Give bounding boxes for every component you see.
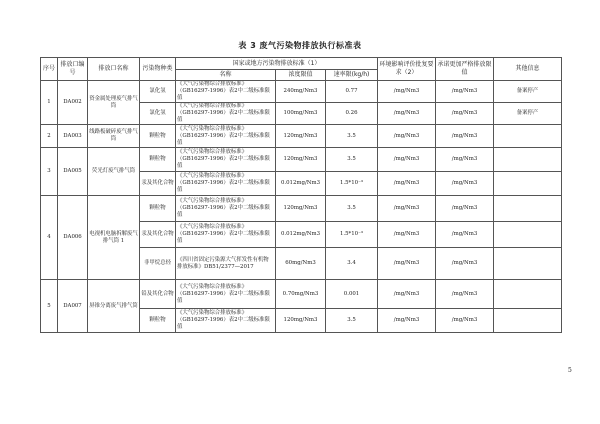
cell-concentration: 120mg/Nm3 bbox=[276, 309, 326, 333]
cell-eia: /mg/Nm3 bbox=[378, 125, 436, 148]
header-outlet-name: 排放口名称 bbox=[88, 58, 140, 81]
cell-eia: /mg/Nm3 bbox=[378, 196, 436, 222]
cell-other bbox=[494, 172, 562, 196]
cell-other bbox=[494, 196, 562, 222]
table-row bbox=[41, 125, 562, 148]
cell-concentration: 120mg/Nm3 bbox=[276, 196, 326, 222]
cell-rate: 3.5 bbox=[326, 125, 378, 148]
page-number: 5 bbox=[568, 367, 572, 374]
cell-concentration: 0.012mg/Nm3 bbox=[276, 222, 326, 248]
cell-outlet-no: DA005 bbox=[58, 148, 88, 196]
cell-other: 备案停产 bbox=[494, 81, 562, 103]
cell-seq: 4 bbox=[41, 196, 58, 280]
cell-standard: 《大气污染物综合排放标准》（GB16297-1996）表2中二级标准限值 bbox=[176, 125, 276, 148]
cell-concentration: 100mg/Nm3 bbox=[276, 103, 326, 125]
cell-outlet-no: DA007 bbox=[58, 280, 88, 333]
cell-rate: 0.001 bbox=[326, 280, 378, 309]
cell-rate: 1.5*10⁻³ bbox=[326, 222, 378, 248]
cell-eia: /mg/Nm3 bbox=[378, 309, 436, 333]
cell-strict: /mg/Nm3 bbox=[436, 222, 494, 248]
header-standard-name: 名称 bbox=[176, 70, 276, 81]
cell-strict: /mg/Nm3 bbox=[436, 172, 494, 196]
cell-seq: 2 bbox=[41, 125, 58, 148]
cell-strict: /mg/Nm3 bbox=[436, 248, 494, 280]
cell-pollutant: 汞及其化合物 bbox=[140, 172, 176, 196]
cell-eia: /mg/Nm3 bbox=[378, 81, 436, 103]
emission-standard-table bbox=[40, 57, 562, 333]
cell-strict: /mg/Nm3 bbox=[436, 280, 494, 309]
header-national-standard: 国家或地方污染物排放标准（1） bbox=[176, 58, 378, 70]
cell-other bbox=[494, 280, 562, 309]
cell-strict: /mg/Nm3 bbox=[436, 125, 494, 148]
cell-pollutant: 颗粒物 bbox=[140, 125, 176, 148]
cell-seq: 3 bbox=[41, 148, 58, 196]
cell-pollutant: 铅及其化合物 bbox=[140, 280, 176, 309]
cell-strict: /mg/Nm3 bbox=[436, 196, 494, 222]
header-concentration: 浓度限值 bbox=[276, 70, 326, 81]
cell-outlet-name: 资金属处理废气排气筒 bbox=[88, 81, 140, 125]
table-row bbox=[41, 81, 562, 103]
cell-standard: 《大气污染物综合排放标准》（GB16297-1996）表2中二级标准限值 bbox=[176, 309, 276, 333]
cell-rate: 3.5 bbox=[326, 196, 378, 222]
table-row bbox=[41, 196, 562, 222]
cell-eia: /mg/Nm3 bbox=[378, 222, 436, 248]
cell-pollutant: 非甲烷总烃 bbox=[140, 248, 176, 280]
table-title: 表 3 废气污染物排放执行标准表 bbox=[238, 41, 362, 50]
cell-eia: /mg/Nm3 bbox=[378, 280, 436, 309]
cell-pollutant: 氯化氢 bbox=[140, 81, 176, 103]
header-strict-limit: 承诺更加严格排放限值 bbox=[436, 58, 494, 81]
cell-outlet-no: DA002 bbox=[58, 81, 88, 125]
cell-eia: /mg/Nm3 bbox=[378, 248, 436, 280]
cell-standard: 《大气污染物综合排放标准》（GB16297-1996）表2中二级标准限值 bbox=[176, 148, 276, 172]
cell-standard: 《大气污染物综合排放标准》（GB16297-1996）表2中二级标准限值 bbox=[176, 81, 276, 103]
cell-strict: /mg/Nm3 bbox=[436, 81, 494, 103]
cell-rate: 3.5 bbox=[326, 309, 378, 333]
cell-outlet-no: DA003 bbox=[58, 125, 88, 148]
table-row bbox=[41, 148, 562, 172]
cell-standard: 《大气污染物综合排放标准》（GB16297-1996）表2中二级标准限值 bbox=[176, 196, 276, 222]
cell-concentration: 120mg/Nm3 bbox=[276, 125, 326, 148]
header-rate: 速率限(kg/h) bbox=[326, 70, 378, 81]
cell-seq: 1 bbox=[41, 81, 58, 125]
cell-eia: /mg/Nm3 bbox=[378, 103, 436, 125]
cell-eia: /mg/Nm3 bbox=[378, 148, 436, 172]
cell-standard: 《大气污染物综合排放标准》（GB16297-1996）表2中二级标准限值 bbox=[176, 172, 276, 196]
cell-other bbox=[494, 248, 562, 280]
cell-pollutant: 颗粒物 bbox=[140, 196, 176, 222]
cell-other bbox=[494, 148, 562, 172]
cell-standard: 《大气污染物综合排放标准》（GB16297-1996）表2中二级标准限值 bbox=[176, 280, 276, 309]
header-eia: 环境影响评价批复要求（2） bbox=[378, 58, 436, 81]
cell-pollutant: 颗粒物 bbox=[140, 148, 176, 172]
cell-concentration: 0.012mg/Nm3 bbox=[276, 172, 326, 196]
cell-standard: 《四川省固定污染源大气挥发性有机物排放标准》DB51/2377—2017 bbox=[176, 248, 276, 280]
cell-strict: /mg/Nm3 bbox=[436, 103, 494, 125]
cell-concentration: 240mg/Nm3 bbox=[276, 81, 326, 103]
cell-rate: 3.5 bbox=[326, 148, 378, 172]
cell-rate: 0.26 bbox=[326, 103, 378, 125]
cell-pollutant: 汞及其化合物 bbox=[140, 222, 176, 248]
cell-other bbox=[494, 222, 562, 248]
cell-standard: 《大气污染物综合排放标准》（GB16297-1996）表2中二级标准限值 bbox=[176, 222, 276, 248]
cell-rate: 0.77 bbox=[326, 81, 378, 103]
cell-outlet-name: 电视机电脑拆解废气排气筒 1 bbox=[88, 196, 140, 280]
header-seq: 序号 bbox=[41, 58, 58, 81]
cell-outlet-name: 线路板破碎废气排气筒 bbox=[88, 125, 140, 148]
cell-eia: /mg/Nm3 bbox=[378, 172, 436, 196]
cell-concentration: 0.70mg/Nm3 bbox=[276, 280, 326, 309]
cell-rate: 3.4 bbox=[326, 248, 378, 280]
header-other: 其他信息 bbox=[494, 58, 562, 81]
cell-rate: 1.5*10⁻³ bbox=[326, 172, 378, 196]
cell-seq: 5 bbox=[41, 280, 58, 333]
header-pollutant: 污染物种类 bbox=[140, 58, 176, 81]
cell-outlet-no: DA006 bbox=[58, 196, 88, 280]
cell-outlet-name: 荧光灯废气排气筒 bbox=[88, 148, 140, 196]
cell-strict: /mg/Nm3 bbox=[436, 309, 494, 333]
cell-strict: /mg/Nm3 bbox=[436, 148, 494, 172]
cell-other bbox=[494, 309, 562, 333]
cell-standard: 《大气污染物综合排放标准》（GB16297-1996）表2中二级标准限值 bbox=[176, 103, 276, 125]
cell-concentration: 120mg/Nm3 bbox=[276, 148, 326, 172]
header-outlet-no: 排放口编号 bbox=[58, 58, 88, 81]
cell-other: 备案停产 bbox=[494, 103, 562, 125]
table-row bbox=[41, 280, 562, 309]
cell-concentration: 60mg/Nm3 bbox=[276, 248, 326, 280]
cell-pollutant: 颗粒物 bbox=[140, 309, 176, 333]
cell-outlet-name: 屏锥分离废气排气筒 bbox=[88, 280, 140, 333]
cell-other bbox=[494, 125, 562, 148]
cell-pollutant: 氯化氢 bbox=[140, 103, 176, 125]
